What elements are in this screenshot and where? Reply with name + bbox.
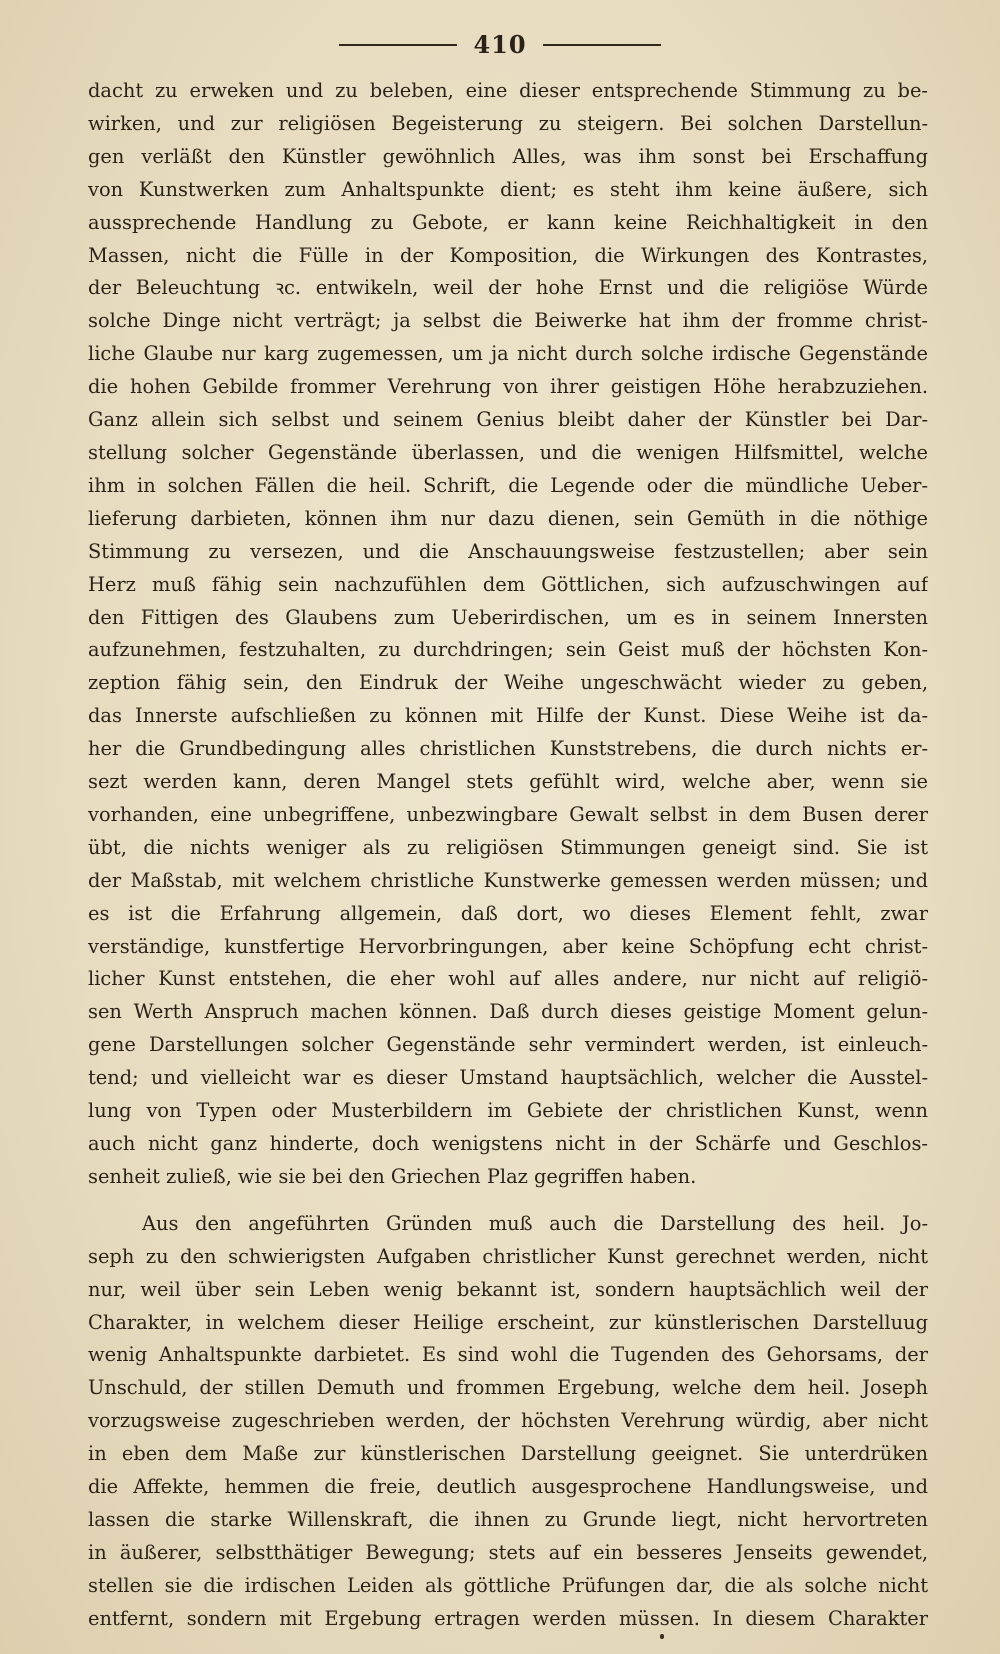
text-line: solche Dinge nicht verträgt; ja selbst die Beiwerke hat ihm der fromme christ- xyxy=(88,309,928,333)
header-rule-right xyxy=(543,44,661,46)
text-line: lieferung darbieten, können ihm nur dazu dienen, sein Gemüth in die nöthige xyxy=(88,506,928,530)
ink-speck xyxy=(660,1634,664,1639)
text-line: wenig Anhaltspunkte darbietet. Es sind wohl die Tugenden des Gehorsams, der xyxy=(88,1343,928,1367)
text-line: Unschuld, der stillen Demuth und frommen Ergebung, welche dem heil. Joseph xyxy=(88,1376,928,1400)
text-line: Ganz allein sich selbst und seinem Genius bleibt daher der Künstler bei Dar- xyxy=(88,408,928,432)
text-line: von Kunstwerken zum Anhaltspunkte dient; es steht ihm keine äußere, sich xyxy=(88,177,928,201)
text-line: das Innerste aufschließen zu können mit Hilfe der Kunst. Diese Weihe ist da- xyxy=(88,704,928,728)
text-line: sezt werden kann, deren Mangel stets gefühlt wird, welche aber, wenn sie xyxy=(88,770,928,794)
text-line: lassen die starke Willenskraft, die ihnen zu Grunde liegt, nicht hervortreten xyxy=(88,1507,928,1531)
text-line: licher Kunst entstehen, die eher wohl auf alles andere, nur nicht auf religiö- xyxy=(88,967,928,991)
paragraph-gap xyxy=(88,1194,928,1208)
text-line: stellen sie die irdischen Leiden als göttliche Prüfungen dar, die als solche nicht xyxy=(88,1573,928,1597)
text-line: aufzunehmen, festzuhalten, zu durchdringen; sein Geist muß der höchsten Kon- xyxy=(88,638,928,662)
text-line: entfernt, sondern mit Ergebung ertragen werden müssen. In diesem Charakter xyxy=(88,1606,928,1630)
text-line: gen verläßt den Künstler gewöhnlich Alles, was ihm sonst bei Erschaffung xyxy=(88,144,928,168)
page-header xyxy=(0,30,1000,59)
text-line: Charakter, in welchem dieser Heilige erscheint, zur künstlerischen Darstelluug xyxy=(88,1310,928,1334)
text-line: liche Glaube nur karg zugemessen, um ja nicht durch solche irdische Gegenstände xyxy=(88,342,928,366)
text-line: es ist die Erfahrung allgemein, daß dort, wo dieses Element fehlt, zwar xyxy=(88,901,928,925)
text-line: dacht zu erweken und zu beleben, eine dieser entsprechende Stimmung zu be- xyxy=(88,79,928,102)
text-line: Aus den angeführten Gründen muß auch die Darstellung des heil. Jo- xyxy=(142,1211,928,1235)
text-line: verständige, kunstfertige Hervorbringungen, aber keine Schöpfung echt christ- xyxy=(88,934,928,958)
text-line: auch nicht ganz hinderte, doch wenigstens nicht in der Schärfe und Geschlos- xyxy=(88,1132,928,1155)
text-line: die Affekte, hemmen die freie, deutlich ausgesprochene Handlungsweise, und xyxy=(88,1475,928,1499)
body-text xyxy=(88,75,928,1636)
page-number: 410 xyxy=(473,30,527,59)
text-line: übt, die nichts weniger als zu religiösen Stimmungen geneigt sind. Sie ist xyxy=(88,835,928,859)
text-line: Herz muß fähig sein nachzufühlen dem Göttlichen, sich aufzuschwingen auf xyxy=(88,572,928,596)
text-line: senheit zuließ, wie sie bei den Griechen Plaz gegriffen haben. xyxy=(88,1164,697,1188)
text-line: her die Grundbedingung alles christlichen Kunststrebens, die durch nichts er- xyxy=(88,737,928,761)
text-line: zeption fähig sein, den Eindruk der Weihe ungeschwächt wieder zu geben, xyxy=(88,671,928,695)
text-line: nur, weil über sein Leben wenig bekannt ist, sondern hauptsächlich weil der xyxy=(88,1277,928,1301)
text-line: seph zu den schwierigsten Aufgaben christlicher Kunst gerechnet werden, nicht xyxy=(88,1244,928,1268)
text-line: Massen, nicht die Fülle in der Komposition, die Wirkungen des Kontrastes, xyxy=(88,243,928,267)
text-line: in äußerer, selbstthätiger Bewegung; stets auf ein besseres Jenseits gewendet, xyxy=(88,1540,928,1564)
text-line: vorhanden, eine unbegriffene, unbezwingbare Gewalt selbst in dem Busen derer xyxy=(88,802,928,826)
text-line: die hohen Gebilde frommer Verehrung von ihrer geistigen Höhe herabzuziehen. xyxy=(88,375,928,399)
text-line: aussprechende Handlung zu Gebote, er kann keine Reichhaltigkeit in den xyxy=(88,210,928,234)
text-line: den Fittigen des Glaubens zum Ueberirdischen, um es in seinem Innersten xyxy=(88,605,928,629)
text-line: Stimmung zu versezen, und die Anschauungsweise festzustellen; aber sein xyxy=(88,539,928,563)
text-line: in eben dem Maße zur künstlerischen Darstellung geeignet. Sie unterdrüken xyxy=(88,1442,928,1466)
text-line: wirken, und zur religiösen Begeisterung zu steigern. Bei solchen Darstellun- xyxy=(88,111,928,135)
text-line: tend; und vielleicht war es dieser Umstand hauptsächlich, welcher die Ausstel- xyxy=(88,1066,928,1090)
text-line: sen Werth Anspruch machen können. Daß durch dieses geistige Moment gelun- xyxy=(88,1000,928,1024)
paragraph xyxy=(88,1208,928,1636)
text-line: gene Darstellungen solcher Gegenstände sehr vermindert werden, ist einleuch- xyxy=(88,1033,928,1057)
text-line: der Maßstab, mit welchem christliche Kunstwerke gemessen werden müssen; und xyxy=(88,868,928,892)
header-rule-left xyxy=(339,44,457,46)
paragraph xyxy=(88,75,928,1194)
text-line: stellung solcher Gegenstände überlassen, und die wenigen Hilfsmittel, welche xyxy=(88,440,928,464)
text-line: vorzugsweise zugeschrieben werden, der höchsten Verehrung würdig, aber nicht xyxy=(88,1409,928,1433)
text-line: lung von Typen oder Musterbildern im Gebiete der christlichen Kunst, wenn xyxy=(88,1099,928,1123)
text-line: ihm in solchen Fällen die heil. Schrift, die Legende oder die mündliche Ueber- xyxy=(88,473,928,497)
text-line: der Beleuchtung ꝛc. entwikeln, weil der hohe Ernst und die religiöse Würde xyxy=(88,276,928,300)
